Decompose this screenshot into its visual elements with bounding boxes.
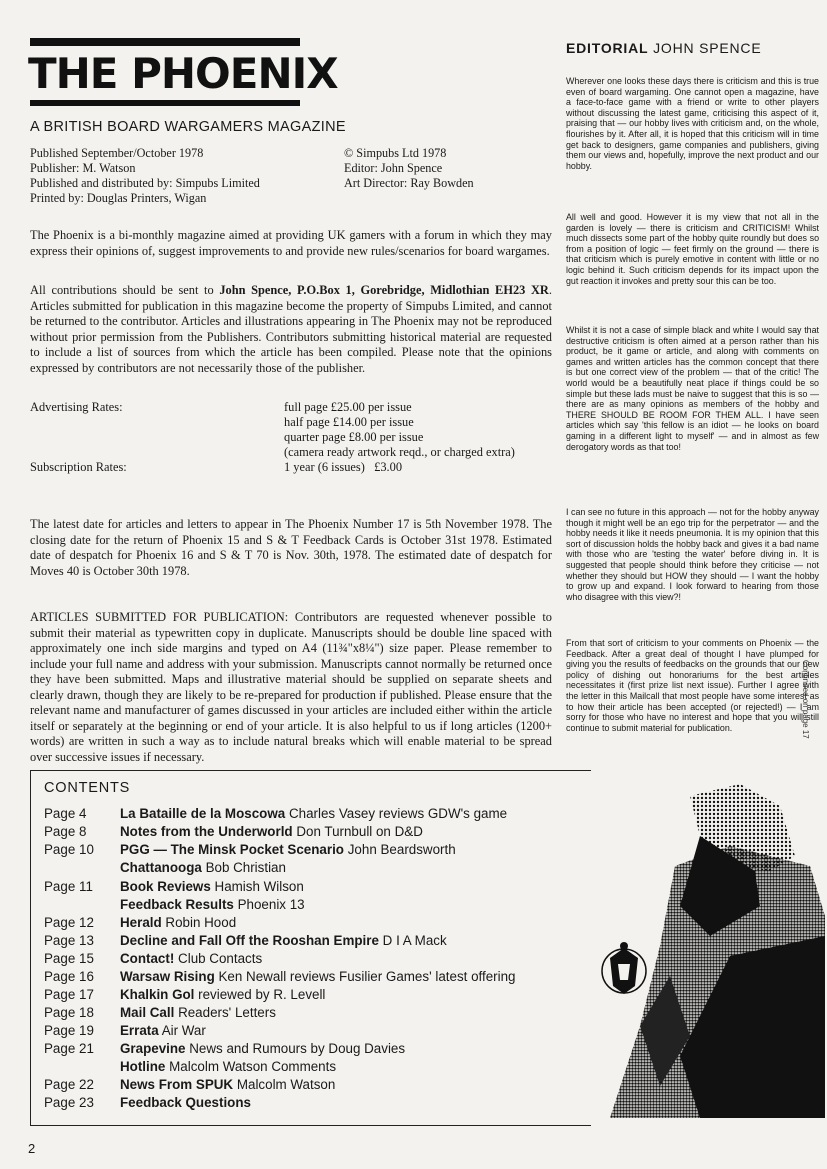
- magazine-logo: THE PHOENIX: [28, 49, 338, 98]
- contents-row: [44, 878, 304, 896]
- contents-article-title: Warsaw Rising: [120, 969, 215, 984]
- logo-top-rule: [30, 38, 300, 46]
- contents-article-title: Herald: [120, 915, 162, 930]
- contents-row: [44, 823, 423, 841]
- contents-row: [44, 1094, 251, 1112]
- publication-credits: [344, 146, 474, 191]
- contents-article-description: Charles Vasey reviews GDW's game: [288, 806, 508, 821]
- contents-row: [44, 950, 262, 968]
- contents-row: [44, 859, 286, 877]
- editorial-author: JOHN SPENCE: [653, 40, 762, 56]
- contents-row: [44, 896, 305, 914]
- advertising-rates-label: Advertising Rates:: [30, 400, 123, 414]
- contents-page-number: Page 4: [44, 806, 87, 821]
- contents-row: [44, 1022, 206, 1040]
- contents-article-description: Bob Christian: [205, 860, 286, 875]
- contents-row: [44, 1076, 335, 1094]
- editorial-paragraph-1: Wherever one looks these days there is criticism and this is true even of board wargaming. One cannot open a magazine, have a face-to-face game with a friend or write to other players without discussing the latest game, criticising this aspect of it, praising that — our hobby lives with criticism and, on the whole, flourishes by it. After all, it is hoped that this criticism will in time get back to designers, game companies and publishers, giving them our views and, hopefully, improve the next product and our hobby.: [566, 76, 819, 171]
- contents-article-title: Feedback Results: [120, 897, 234, 912]
- contents-article-title: La Bataille de la Moscowa: [120, 806, 286, 821]
- editorial-paragraph-5: From that sort of criticism to your comments on Phoenix — the Feedback. After a great deal of thought I have plumped for giving you the results of feedbacks on the grounds that our new policy of dishing out honorariums for the best articles necessitates it (first prize list next issue). Further I agree with the letter in this Mailcall that most people have some interest as to how their article has been accepted (or rejected!) — I am sorry for those who have no interest and hope that you will still continue to submit material for publication.: [566, 638, 819, 733]
- contents-row: [44, 1040, 405, 1058]
- contents-article-title: Feedback Questions: [120, 1095, 251, 1110]
- contents-page-number: Page 21: [44, 1041, 94, 1056]
- rate-half-page: half page £14.00 per issue: [284, 415, 414, 429]
- contributions-lead: All contributions should be sent to: [30, 283, 220, 297]
- soldier-illustration: [580, 776, 825, 1118]
- contents-article-description: Air War: [161, 1023, 206, 1038]
- contents-row: [44, 805, 507, 823]
- contents-page-number: Page 13: [44, 933, 94, 948]
- contents-article-title: Notes from the Underworld: [120, 824, 293, 839]
- editorial-heading: [566, 40, 761, 56]
- contents-article-title: Grapevine: [120, 1041, 186, 1056]
- magazine-subtitle: A BRITISH BOARD WARGAMERS MAGAZINE: [30, 119, 346, 135]
- subscription-rates-label: Subscription Rates:: [30, 460, 127, 474]
- contents-article-description: reviewed by R. Levell: [198, 987, 326, 1002]
- editorial-paragraph-2: All well and good. However it is my view that not all in the garden is lovely — there is criticism and CRITICISM! Whilst much dissects some part of the hobby quite roundly but does so from a position of logic — feet firmly on the ground — there is that criticism which is purely emotive in content with little or no logic behind it. Such criticism depends for its impact upon the gut reaction it invokes and pretty sour this can be too.: [566, 212, 819, 286]
- rate-subscription: 1 year (6 issues) £3.00: [284, 460, 403, 474]
- contents-page-number: Page 10: [44, 842, 94, 857]
- contributions-paragraph: [30, 283, 552, 376]
- contents-page-number: Page 19: [44, 1023, 94, 1038]
- articles-submitted-paragraph: ARTICLES SUBMITTED FOR PUBLICATION: Contributors are requested whenever possible to submit their material as typewritten copy in duplicate. Manuscripts should be double line spaced with approximately one inch side margins and typed on A4 (11¾"x8¼") size paper. Please remember to include your full name and address with your submission. Manuscripts cannot normally be returned once they have been submitted. Maps and illustrative material should be supplied on separate sheets and clearly drawn, though they are likely to be re-prepared for production if published. Please ensure that the relevant name and manufacturer of games discussed in your articles are included either within the article itself or separately at the beginning or end of your article. It is also helpful to us if long articles (1200+ words) are written in such a way as to include natural breaks which will enable material to be spread over successive issues if necessary.: [30, 610, 552, 764]
- rate-artwork-note: (camera ready artwork reqd., or charged extra): [284, 445, 515, 459]
- contents-article-description: Don Turnbull on D&D: [296, 824, 423, 839]
- contents-article-description: Ken Newall reviews Fusilier Games' latest offering: [218, 969, 516, 984]
- contents-row: [44, 841, 456, 859]
- copyright-line: © Simpubs Ltd 1978: [344, 146, 447, 160]
- contents-page-number: Page 23: [44, 1095, 94, 1110]
- contents-row: [44, 1004, 276, 1022]
- contents-title: CONTENTS: [44, 780, 131, 796]
- contents-article-description: Club Contacts: [178, 951, 263, 966]
- intro-paragraph: The Phoenix is a bi-monthly magazine aimed at providing UK gamers with a forum in which they may express their opinions of, suggest improvements to and provide new rules/scenarios for board wargames.: [30, 228, 552, 258]
- contents-article-description: John Beardsworth: [347, 842, 456, 857]
- publisher-line: Publisher: M. Watson: [30, 161, 136, 175]
- contents-article-title: Hotline: [120, 1059, 166, 1074]
- contents-page-number: Page 8: [44, 824, 87, 839]
- contents-article-title: Decline and Fall Off the Rooshan Empire: [120, 933, 379, 948]
- contents-row: [44, 1058, 336, 1076]
- rate-full-page: full page £25.00 per issue: [284, 400, 412, 414]
- contents-article-description: Malcolm Watson: [236, 1077, 336, 1092]
- contents-article-title: PGG — The Minsk Pocket Scenario: [120, 842, 344, 857]
- page-number: 2: [28, 1141, 36, 1156]
- contents-page-number: Page 22: [44, 1077, 94, 1092]
- contents-article-description: Malcolm Watson Comments: [169, 1059, 337, 1074]
- rates-values: [284, 400, 556, 475]
- contents-page-number: Page 17: [44, 987, 94, 1002]
- deadline-paragraph: The latest date for articles and letters to appear in The Phoenix Number 17 is 5th November 1978. The closing date for the return of Phoenix 15 and S & T Feedback Cards is October 31st 1978. Estimated date of despatch for Phoenix 16 and S & T 70 is Nov. 30th, 1978. The estimated date of despatch for Moves 40 is October 30th 1978.: [30, 517, 552, 578]
- logo-bottom-rule: [30, 100, 300, 106]
- contributions-address: John Spence, P.O.Box 1, Gorebridge, Midlothian EH23 XR: [219, 283, 549, 297]
- contents-row: [44, 986, 325, 1004]
- contents-article-description: Robin Hood: [165, 915, 237, 930]
- editorial-paragraph-4: I can see no future in this approach — not for the hobby anyway though it might well be an ego trip for the perpetrator — and the hobby needs it like it needs pneumonia. It is my opinion that this sort of discussion holds the hobby back and gives it a bad name with those who are 'testing the water' before diving in. It is suggested that people should think before they criticise — not whether they should but HOW they should — I want the hobby to grow up and expand. I look forward to hearing from those who disagree with this view?!: [566, 507, 819, 602]
- contents-article-description: Phoenix 13: [237, 897, 305, 912]
- contents-row: [44, 914, 236, 932]
- contents-page-number: Page 15: [44, 951, 94, 966]
- publication-details: [30, 146, 260, 206]
- editor-line: Editor: John Spence: [344, 161, 443, 175]
- contents-article-title: Chattanooga: [120, 860, 202, 875]
- editorial-label: EDITORIAL: [566, 40, 649, 56]
- distributor-line: Published and distributed by: Simpubs Limited: [30, 176, 260, 190]
- published-line: Published September/October 1978: [30, 146, 204, 160]
- printer-line: Printed by: Douglas Printers, Wigan: [30, 191, 207, 205]
- editorial-paragraph-3: Whilst it is not a case of simple black and white I would say that destructive criticism is often aimed at a person rather than his product, be it game or article, and along with comments on games and written articles has the common concept that there is but one correct view of the problem — that of the critic! The world would be a beautifully neat place if things could be so simple but these lads must be naive to suggest that this is so — there are as many opinions as members of the hobby and THERE SHOULD BE ROOM FOR THEM ALL. I have seen articles which say 'this fellow is an idiot — he looks on board gaming in a different light to myself' — and in almost as few derogatory words as that too!: [566, 325, 819, 452]
- contents-row: [44, 932, 447, 950]
- contents-page-number: Page 11: [44, 879, 93, 894]
- contents-article-description: Readers' Letters: [178, 1005, 276, 1020]
- art-director-line: Art Director: Ray Bowden: [344, 176, 474, 190]
- contents-page-number: Page 16: [44, 969, 94, 984]
- contents-article-title: Book Reviews: [120, 879, 211, 894]
- contents-article-description: News and Rumours by Doug Davies: [189, 1041, 406, 1056]
- contributions-rest: . Articles submitted for publication in this magazine become the property of Simpubs Limited, and cannot be returned to the contributor. Articles and illustrations appearing in The Phoenix may not be reproduced without prior permission from the Publishers. Contributors submitting historical material are requested to include a list of sources from which the article has been compiled. Please note that the opinions expressed by contributors are not necessarily those of the publisher.: [30, 283, 552, 375]
- rates-labels: [30, 400, 127, 475]
- contents-article-description: Hamish Wilson: [214, 879, 304, 894]
- contents-article-title: News From SPUK: [120, 1077, 234, 1092]
- contents-article-title: Khalkin Gol: [120, 987, 195, 1002]
- contents-article-title: Contact!: [120, 951, 175, 966]
- contents-article-title: Errata: [120, 1023, 159, 1038]
- editorial-continued-note: Continued on page 17: [801, 660, 810, 739]
- rate-quarter-page: quarter page £8.00 per issue: [284, 430, 424, 444]
- contents-row: [44, 968, 516, 986]
- contents-article-title: Mail Call: [120, 1005, 175, 1020]
- contents-page-number: Page 12: [44, 915, 94, 930]
- contents-page-number: Page 18: [44, 1005, 94, 1020]
- contents-article-description: D I A Mack: [382, 933, 447, 948]
